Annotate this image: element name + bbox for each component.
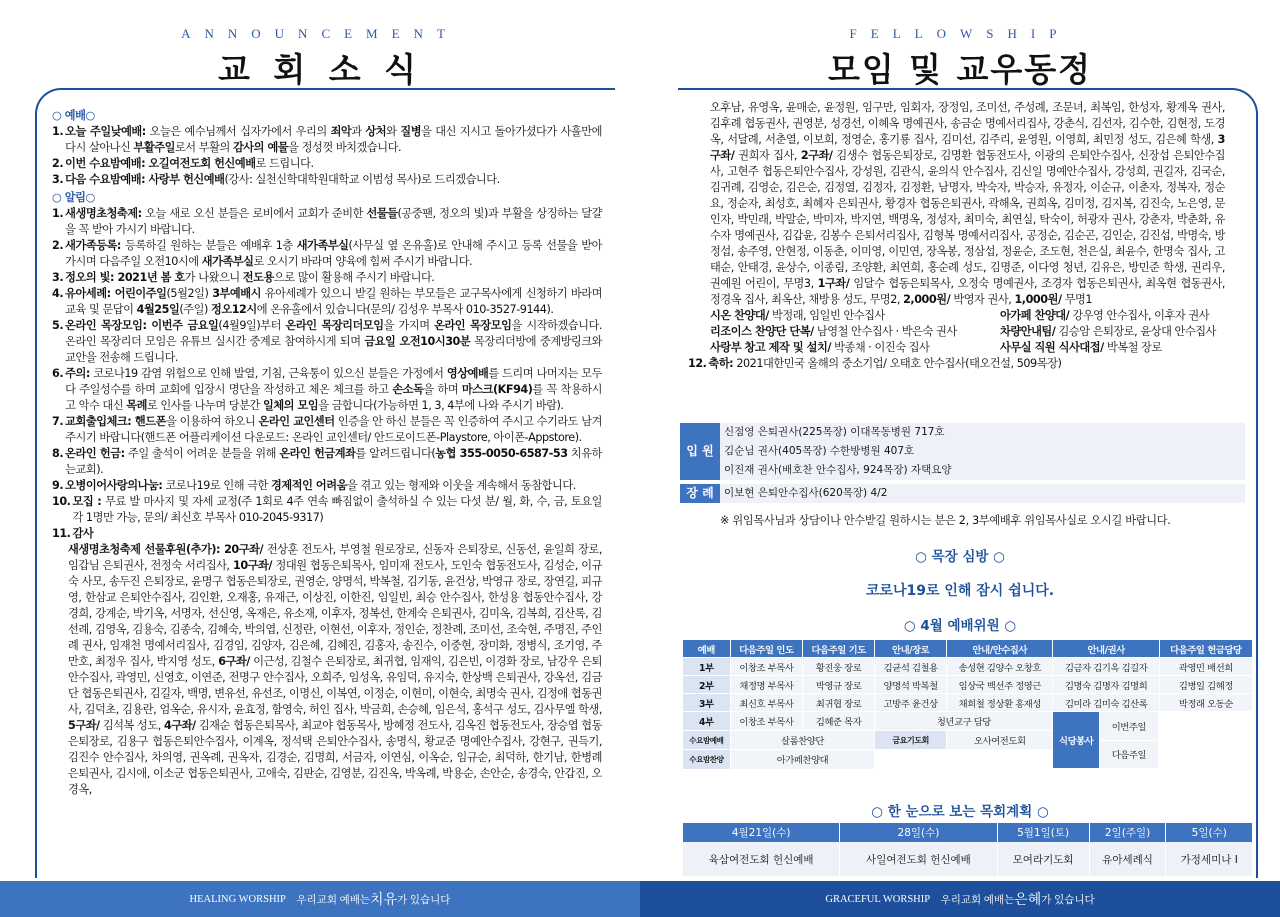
text: 권희자 집사, — [734, 149, 801, 162]
text: 감사 — [72, 527, 94, 540]
text: 등록하길 원하는 분들은 예배후 1층 — [120, 239, 297, 252]
text: 9. — [52, 479, 64, 492]
text: 모여라기도회 — [998, 842, 1090, 876]
footer-left — [0, 881, 640, 917]
text: 가 나왔으니 — [184, 271, 243, 284]
text: 안내/장로 — [875, 640, 947, 658]
plan-header: ○ 한 눈으로 보는 목회계획 ○ — [871, 804, 1049, 820]
text: 온라인 교인센터 — [258, 415, 335, 428]
worship-item-1 — [52, 124, 602, 156]
text: 으로 많이 활용해 주시기 바랍니다. — [273, 271, 435, 284]
text: 치유 — [370, 893, 398, 908]
text: 박정래, 임일빈 안수집사 — [768, 309, 885, 322]
text: (강사: 실천신학대학원대학교 이범성 목사)로 드리겠습니다. — [224, 173, 500, 186]
text: 우리교회 예배는 — [296, 894, 371, 906]
text: 질병 — [400, 125, 422, 138]
text: 로 인사를 나누며 당분간 — [146, 399, 263, 412]
text: 핸드폰 — [131, 415, 166, 428]
text: 차량안내팀/ — [1000, 325, 1056, 338]
text: 김병일 김혜정 — [1160, 676, 1253, 694]
text: 금요일 오전10시30분 — [364, 335, 471, 348]
text: 정오12시 — [210, 303, 257, 316]
text: 이진재 권사(배호찬 안수집사, 924목장) 자택요양 — [720, 461, 1245, 480]
notice-item-1 — [52, 206, 602, 238]
text: 박정래 오동순 — [1160, 694, 1253, 712]
text: 가 있습니다 — [1041, 894, 1095, 906]
text: 온라인 목장리더모임 — [285, 319, 384, 332]
text: 온라인 목장모임: — [65, 319, 147, 332]
text: 시온 찬양대/ — [710, 309, 769, 322]
notice-item-3 — [52, 270, 602, 286]
text: 마스크(KF94) — [461, 383, 533, 396]
text: 오사여전도회 — [947, 731, 1053, 750]
text: 을 정성껏 바치겠습니다. — [288, 141, 402, 154]
text: 4월25일 — [136, 303, 180, 316]
text: 우리교회 예배는 — [940, 894, 1015, 906]
text: 사랑부 창고 제작 및 설치/ — [710, 341, 831, 354]
text: GRACEFUL WORSHIP — [825, 893, 931, 905]
text: 은혜 — [1014, 893, 1042, 908]
pastor-note: ※ 위임목사님과 상담이나 안수받길 원하시는 분은 2, 3부예배후 위임목사실로 오시길 바랍니다. — [720, 514, 1171, 527]
text: 교회출입체크: — [65, 415, 132, 428]
text: 손소독 — [392, 383, 424, 396]
text: 4. — [52, 287, 64, 300]
text: 고방주 윤건상 — [875, 694, 947, 712]
text: 새생명초청축제: — [65, 207, 142, 220]
text: 농협 355-0050-6587-53 — [435, 447, 568, 460]
text: 2021대한민국 올해의 중소기업/ 오태호 안수집사(태오건설, 509목장) — [733, 357, 1062, 370]
text: 온라인 헌금계좌 — [279, 447, 356, 460]
text: 오늘 주일낮예배: — [65, 125, 146, 138]
text: 5구좌/ — [68, 719, 100, 732]
text: 4구좌/ — [164, 719, 196, 732]
announcement-eyebrow: ANNOUNCEMENT — [181, 26, 459, 41]
text: 이번 수요밤예배: 오길여전도회 헌신예배 — [65, 157, 256, 170]
table-row — [683, 712, 1253, 731]
text: 최귀협 장로 — [803, 694, 875, 712]
text: 인증을 안 하신 분들은 꼭 인증하여 주시고 수기라도 남겨주시기 바랍니다(핸드폰 어플리케이션 다운로드: 온라인 교인센터/ 안드로이드폰-Playstore, 아이폰-Appstore). — [65, 415, 602, 444]
text: 3. — [52, 173, 64, 186]
table-row — [683, 694, 1253, 712]
text: 김승암 은퇴장로, 윤상대 안수집사 — [1055, 325, 1216, 338]
text: 코로나19 감염 위험으로 인해 발열, 기침, 근육통이 있으신 분들은 가정에서 — [89, 367, 447, 380]
text: 로서 부활의 — [174, 141, 233, 154]
text: 3부 — [683, 694, 731, 712]
text: 목례 — [126, 399, 147, 412]
text: 가 있습니다 — [397, 894, 451, 906]
text: 아가페찬양대 — [731, 750, 875, 769]
text: 을 시작하겠습니다. 온라인 목장리더 모임은 유튜브 실시간 중계로 참여하시게 되며 — [65, 319, 602, 348]
text: 감사의 예물 — [232, 141, 289, 154]
text: 1구좌/ — [817, 277, 850, 290]
worship-item-2 — [52, 156, 602, 172]
visit-header: ○ 목장 심방 ○ — [915, 549, 1005, 565]
text: 수요밤예배 — [683, 731, 731, 750]
text: 2구좌/ — [800, 149, 833, 162]
text: 주일 출석이 어려운 분들을 위해 — [124, 447, 280, 460]
gift-thanks-list — [52, 542, 602, 798]
text: 과 — [351, 125, 366, 138]
text: 2,000원/ — [903, 293, 951, 306]
text: 28일(수) — [840, 823, 997, 842]
text: 2부 — [683, 676, 731, 694]
text: 임달수 협동은퇴목사, 오정숙 명예권사, 조경자 협동은퇴권사, 최옥현 협동권사, 정경옥 집사, 최옥산, 채방용 성도, 무명2, — [710, 277, 1225, 306]
text: 7. — [52, 415, 64, 428]
text: 아가페 찬양대/ — [1000, 309, 1070, 322]
text: HEALING WORSHIP — [189, 893, 286, 905]
footer-right — [640, 881, 1280, 917]
text: 5. — [52, 319, 64, 332]
notice-item-9 — [52, 478, 602, 494]
announcements-body — [52, 108, 602, 798]
text: 새가족부실 — [296, 239, 349, 252]
text: 에 온유홀에서 있습니다(문의/ 김성우 부목사 010-3527-9144). — [256, 303, 554, 316]
hospital-funeral-table — [680, 423, 1245, 503]
text: 채희철 정상환 홍재성 — [947, 694, 1053, 712]
text: 를 꼭 착용하시고 악수 대신 — [65, 383, 602, 412]
notice-item-10 — [52, 494, 602, 526]
notice-item-6 — [52, 366, 602, 414]
text: 3부예배시 — [212, 287, 261, 300]
text: 새가족부실 — [201, 255, 254, 268]
text: 김재순 협동은퇴목사, 최교야 협동목사, 방혜정 전도사, 김옥진 협동전도사, 장승엽 협동은퇴장로, 김용구 협동은퇴안수집사, 이계옥, 정석택 은퇴안수집사, 송명식, 황교준 명예안수집사, 강현구, 권득기, 김진수 안수집사, 차의영, 권옥례, 권옥자, 김경순, 김명희, 서금자, 이연심, 이옥순, 임규순, 최덕하, 한기남, 한병례 은퇴권사, 김시애, 이소군 협동은퇴권사, 고애숙, 김판순, 김영분, 김진옥, 박옥례, 박용순, 손안순, 송경숙, 안갑진, 오경옥, — [68, 719, 602, 796]
text: 임상국 백선주 정영근 — [947, 676, 1053, 694]
text: 곽영민 배선희 — [1160, 658, 1253, 676]
notice-item-12 — [688, 356, 1225, 372]
text: 가정세미나 Ⅰ — [1166, 842, 1253, 876]
text: (주일) — [179, 303, 211, 316]
text: 6. — [52, 367, 64, 380]
gift-thanks-continued — [688, 100, 1225, 372]
text: 오후남, 유영옥, 윤매순, 윤정원, 임구만, 임회자, 장정임, 조미선, 주성례, 조문녀, 최복임, 한성자, 황계옥 권사, 김후례 협동권사, 권영분, 성경선, 이혜옥 명예권사, 송금순 명예서리집사, 강춘식, 김선자, 김수한, 김현정, 도경옥, 서달례, 서춘열, 이보희, 정영순, 홍기룡 집사, 김미선, 김주리, 윤영원, 이영희, 최민정 성도, 김은혜 학생, — [710, 101, 1225, 146]
text: 다음 수요밤예배: 사랑부 헌신예배 — [65, 173, 225, 186]
text: 김순님 권사(405목장) 수한방병원 407호 — [720, 442, 1245, 461]
text: (공중팬, 정오의 빛)과 부활을 상징하는 달걀을 꼭 받아 가시기 바랍니다. — [65, 207, 603, 236]
text: 남영철 안수집사 · 박은숙 권사 — [813, 325, 957, 338]
text: 김균석 김철용 — [875, 658, 947, 676]
ministry-plan-table — [683, 823, 1253, 876]
text: 을 금합니다(가능하면 1, 3, 4부에 나와 주시기 바람). — [318, 399, 564, 412]
text: 8. — [52, 447, 64, 460]
text: 을 하며 — [423, 383, 462, 396]
text: 어린이주일 — [110, 287, 167, 300]
text: 이보현 은퇴안수집사(620목장) 4/2 — [720, 484, 1245, 503]
text: 채정명 부목사 — [731, 676, 803, 694]
text: 와 — [386, 125, 401, 138]
text: 오늘은 예수님께서 십자가에서 우리의 — [145, 125, 331, 138]
text: 를 알려드립니다( — [355, 447, 436, 460]
page-title-left: 교 회 소 식 — [218, 50, 422, 89]
text: 이창조 부목사 — [731, 712, 803, 731]
text: 10. — [52, 495, 71, 508]
text: 오병이어사랑의나눔: — [65, 479, 163, 492]
text: 온라인 목장모임 — [434, 319, 512, 332]
text: 1부 — [683, 658, 731, 676]
text: 경제적인 어려움 — [271, 479, 347, 492]
text: 5일(수) — [1166, 823, 1253, 842]
text: 3구좌/ — [710, 133, 1225, 162]
text: 부활주일 — [133, 141, 175, 154]
text: 김금자 김기옥 김길자 — [1053, 658, 1159, 676]
text: 10구좌/ — [233, 559, 273, 572]
text: 정대원 협동은퇴목사, 임미재 전도사, 도인숙 협동전도사, 김성순, 이규숙 사모, 송두진 은퇴장로, 윤명구 협동은퇴장로, 권영순, 양명석, 박복철, 김기동, 윤건상, 박영규 장로, 장연길, 피규영, 한삼교 은퇴안수집사, 김인환, 오재홍, 유재근, 이상진, 이한진, 임일빈, 최승 안수집사, 한성용 협동안수집사, 강경희, 강계순, 박기옥, 서명자, 선신영, 옥재은, 유소재, 이후자, 정복선, 한계숙 은퇴권사, 김미옥, 김복희, 김산록, 김선례, 김영옥, 김용숙, 김종숙, 김혜숙, 박의엽, 신정란, 이현선, 이후자, 정인순, 정찬례, 조미선, 조숙현, 주명진, 주인례 권사, 임재천 명예서리집사, 김경임, 김양자, 김은혜, 김혜진, 김홍자, 송진수, 이중현, 장미화, 정병식, 조기영, 주만호, 최정우 집사, 박지영 성도, — [68, 559, 603, 668]
text: 유아세례식 — [1090, 842, 1167, 876]
worship-header: ○ 예배○ — [52, 109, 95, 122]
funeral-label: 장 례 — [680, 484, 720, 503]
text: 금요기도회 — [875, 731, 947, 750]
worship-item-3 — [52, 172, 602, 188]
text: 1,000원/ — [1014, 293, 1062, 306]
text: 새가족등록: — [65, 239, 121, 252]
text: 김명숙 김명자 김명희 — [1053, 676, 1159, 694]
text: 4부 — [683, 712, 731, 731]
text: (4월9일)부터 — [218, 319, 286, 332]
text: 12. — [688, 357, 707, 370]
text: 을 대신 지시고 돌아가셨다가 사흘만에 다시 살아나신 — [65, 125, 602, 154]
text: 일체의 모임 — [262, 399, 319, 412]
notice-item-11 — [52, 526, 602, 542]
text: 을 겪고 있는 형제와 이웃을 계속해서 동참합니다. — [346, 479, 576, 492]
text: 황진웅 장로 — [803, 658, 875, 676]
text: 3. — [52, 271, 64, 284]
notice-item-7 — [52, 414, 602, 446]
text: 이번주일 — [1099, 712, 1158, 740]
text: 사일여전도회 헌신예배 — [840, 842, 997, 876]
notice-item-5 — [52, 318, 602, 366]
text: 상처 — [365, 125, 387, 138]
table-row — [683, 842, 1253, 876]
text: (5월2일) — [166, 287, 213, 300]
special-gifts — [710, 308, 1225, 356]
hospital-label: 입 원 — [680, 423, 720, 480]
text: 모집 : — [72, 495, 102, 508]
text: 를 드리며 나머지는 모두 다 주일성수를 하며 교회에 입장시 명단을 작성하고 체온 체크를 하고 — [65, 367, 602, 396]
text: 5월1일(토) — [998, 823, 1090, 842]
text: 살롬찬양단 — [731, 731, 875, 750]
text: 오늘 새로 오신 분들은 로비에서 교회가 준비한 — [141, 207, 367, 220]
text: 다음주일 인도 — [731, 640, 803, 658]
text: 청년교구 담당 — [875, 712, 1053, 731]
notice-header: ○ 알림○ — [52, 191, 95, 204]
text: 김생수 협동은퇴장로, 김명환 협동전도사, 이광의 은퇴안수집사, 신장섭 은퇴안수집사, 고현주 협동은퇴안수집사, 강성원, 김관식, 윤의식 안수집사, 김신일 명예안수집사, 강성희, 권길자, 김국순, 김귀례, 김영순, 김은순, 김정열, 김정자, 김정환, 남명자, 박숙자, 박승자, 유정자, 이순규, 이춘자, 정복자, 정순요, 정순자, 최성호, 최혜자 은퇴권사, 황경자 협동은퇴권사, 곽해옥, 권희옥, 김미정, 김지복, 김진숙, 노은영, 문인자, 박민래, 박말순, 박미자, 박지연, 백명옥, 정성자, 최미숙, 최연실, 탁숙이, 허광자 권사, 강춘자, 박춘화, 유수자 명예권사, 김갑윤, 김봉수 은퇴서리집사, 김형복 명예서리집사, 공정순, 김순곤, 김인순, 김진섭, 박명숙, 방정섭, 송주영, 안현정, 이동춘, 이미영, 이민연, 장옥봉, 정삼섭, 정윤순, 조도현, 천은실, 최윤수, 한명숙 집사, 고태순, 안태경, 윤상수, 이종림, 조양환, 최연희, 홍순례 성도, 김명준, 이다영 청년, 김유은, 방민준 학생, 권리우, 권예원 어린이, 무명3, — [710, 149, 1225, 290]
text: 1. — [52, 207, 64, 220]
text: 이근성, 김철수 은퇴장로, 최귀협, 임재익, 김은빈, 이경화 장로, 남강우 은퇴안수집사, 곽영민, 신영호, 이연준, 전명구 안수집사, 오희주, 임성옥, 유임덕, 유지숙, 한상백 은퇴권사, 강옥선, 김금단 협동은퇴권사, 김길자, 백명, 변유선, 유선조, 이명신, 이복연, 이정순, 이현미, 이현숙, 최명숙 권사, 김정애 협동권사, 김덕초, 김용란, 엄옥순, 유시자, 윤효정, 함영숙, 허인 집사, 박금희, 손승혜, 임은석, 홍석구 성도, 김사무엘 학생, — [68, 655, 603, 716]
text: 신점영 은퇴권사(225목장) 이대목동병원 717호 — [720, 423, 1245, 442]
text: 수요밤찬양 — [683, 750, 731, 769]
text: 양명석 박복철 — [875, 676, 947, 694]
text: 이번주 금요일 — [146, 319, 219, 332]
text: 2. — [52, 239, 64, 252]
text: 김석복 성도, — [99, 719, 164, 732]
text: 리조이스 찬양단 단복/ — [710, 325, 814, 338]
text: 사무실 직원 식사대접/ — [1000, 341, 1104, 354]
page-title-right: 모임 및 교우동정 — [827, 50, 1093, 89]
text: 6구좌/ — [218, 655, 250, 668]
text: 무명1 — [1061, 293, 1093, 306]
text: 안내/권사 — [1053, 640, 1159, 658]
text: 전상훈 전도사, 부영철 원로장로, 신동자 은퇴장로, 신동선, 윤일희 장로, 임갑님 은퇴권사, 전정숙 서리집사, — [68, 543, 602, 572]
table-row — [683, 676, 1253, 694]
text: 강우영 안수집사, 이후자 권사 — [1069, 309, 1210, 322]
text: 이창조 부목사 — [731, 658, 803, 676]
text: 축하: — [708, 357, 734, 370]
text: 다음주일 — [1099, 740, 1158, 768]
text: 을 이용하여 하오니 — [165, 415, 259, 428]
text: 영상예배 — [446, 367, 489, 380]
text: 새생명초청축제 선물후원(추가): — [68, 543, 225, 556]
text: 다음주일 기도 — [803, 640, 875, 658]
text: 치유하는교회). — [65, 447, 603, 476]
text: 최신호 부목사 — [731, 694, 803, 712]
notice-item-8 — [52, 446, 602, 478]
text: 육삼여전도회 헌신예배 — [683, 842, 840, 876]
text: 1. — [52, 125, 64, 138]
text: 을 가지며 — [383, 319, 435, 332]
text: 선물들 — [366, 207, 398, 220]
text: (사무실 옆 온유홀)로 안내해 주시고 등록 선물을 받아 가시며 다음주일 오전10시에 — [65, 239, 602, 268]
notice-item-2 — [52, 238, 602, 270]
text: 김미라 김미숙 김산록 — [1053, 694, 1159, 712]
text: 2일(주일) — [1090, 823, 1167, 842]
committee-header: ○ 4월 예배위원 ○ — [903, 618, 1017, 634]
text: 로 드립니다. — [255, 157, 314, 170]
notice-item-4 — [52, 286, 602, 318]
text: 박복철 장로 — [1103, 341, 1162, 354]
text: 예배 — [683, 640, 731, 658]
text: 유아세례가 있으니 받길 원하는 부모들은 교구목사에게 신청하기 바라며 교육 및 문답이 — [65, 287, 602, 316]
april-worship-committee-table — [683, 640, 1253, 770]
text: 20구좌/ — [224, 543, 264, 556]
text: 박영자 권사, — [950, 293, 1015, 306]
text: 박영규 장로 — [803, 676, 875, 694]
text: 송성현 김양수 오창호 — [947, 658, 1053, 676]
text: 안내/안수집사 — [947, 640, 1053, 658]
visit-text: 코로나19로 인해 잠시 쉽니다. — [865, 583, 1055, 599]
text: 전도용 — [242, 271, 274, 284]
fellowship-eyebrow: FELLOWSHIP — [849, 26, 1071, 41]
text: 2. — [52, 157, 64, 170]
text: 박종채 · 이진숙 집사 — [831, 341, 930, 354]
text: 죄악 — [330, 125, 352, 138]
table-row — [683, 658, 1253, 676]
text: 2021년 봄 호 — [114, 271, 185, 284]
text: 주의: — [65, 367, 90, 380]
text: 목장리더방에 중계방링크와 교안을 전송해 드립니다. — [65, 335, 602, 364]
text: 11. — [52, 527, 71, 540]
cafeteria-label: 식당봉사 — [1053, 712, 1099, 768]
text: 정오의 빛: — [65, 271, 115, 284]
text: 온라인 헌금: — [65, 447, 125, 460]
text: 유아세례: — [65, 287, 111, 300]
text: 다음주일 헌금담당 — [1160, 640, 1253, 658]
text: 코로나19로 인해 극한 — [162, 479, 272, 492]
text: 김혜준 목자 — [803, 712, 875, 731]
text: 로 오시기 바라며 양육에 힘써 주시기 바랍니다. — [253, 255, 473, 268]
text: 4월21일(수) — [683, 823, 840, 842]
text: 무료 발 마사지 및 자세 교정(주 1회로 4주 연속 빠짐없이 출석하실 수 있는 다섯 분/ 월, 화, 수, 금, 토요일 각 1명만 가능, 문의/ 최신호 부목사 010-2045-9317) — [72, 495, 602, 524]
